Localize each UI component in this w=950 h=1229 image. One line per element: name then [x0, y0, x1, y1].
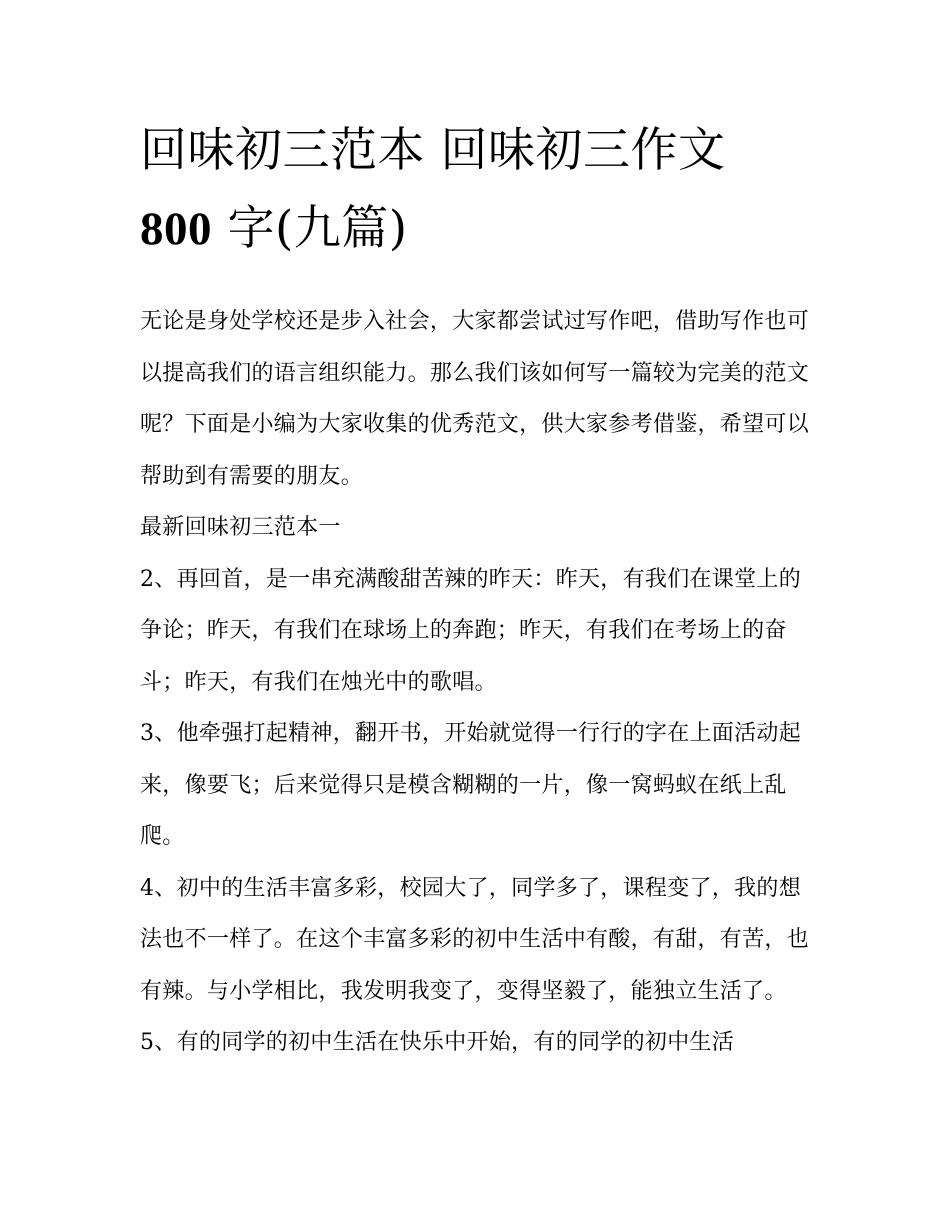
body-paragraph-4: 4、初中的生活丰富多彩，校园大了，同学多了，课程变了，我的想法也不一样了。在这个丰富多彩的初中生活中有酸，有甜，有苦，也有辣。与小学相比，我发明我变了，变得坚毅了，能独立生活了。	[140, 875, 810, 1004]
body-paragraph-5: 5、有的同学的初中生活在快乐中开始，有的同学的初中生活	[140, 1030, 735, 1055]
document-title	[140, 112, 820, 268]
body-paragraph-2: 2、再回首，是一串充满酸甜苦辣的昨天：昨天，有我们在课堂上的争论；昨天，有我们在球场上的奔跑；昨天，有我们在考场上的奋斗；昨天，有我们在烛光中的歌唱。	[140, 566, 801, 695]
section-heading: 最新回味初三范本一	[140, 515, 341, 540]
title-line-1: 回味初三范本 回味初三作文	[140, 123, 726, 178]
title-number: 800	[140, 203, 212, 255]
title-suffix: 字(九篇)	[212, 201, 408, 256]
document-content	[140, 112, 820, 1069]
intro-paragraph: 无论是身处学校还是步入社会，大家都尝试过写作吧，借助写作也可以提高我们的语言组织能力。那么我们该如何写一篇较为完美的范文呢？下面是小编为大家收集的优秀范文，供大家参考借鉴，希望可以帮助到有需要的朋友。	[140, 309, 810, 489]
body-paragraph-3: 3、他牵强打起精神，翻开书，开始就觉得一行行的字在上面活动起来，像要飞；后来觉得只是模含糊糊的一片，像一窝蚂蚁在纸上乱爬。	[140, 721, 801, 849]
